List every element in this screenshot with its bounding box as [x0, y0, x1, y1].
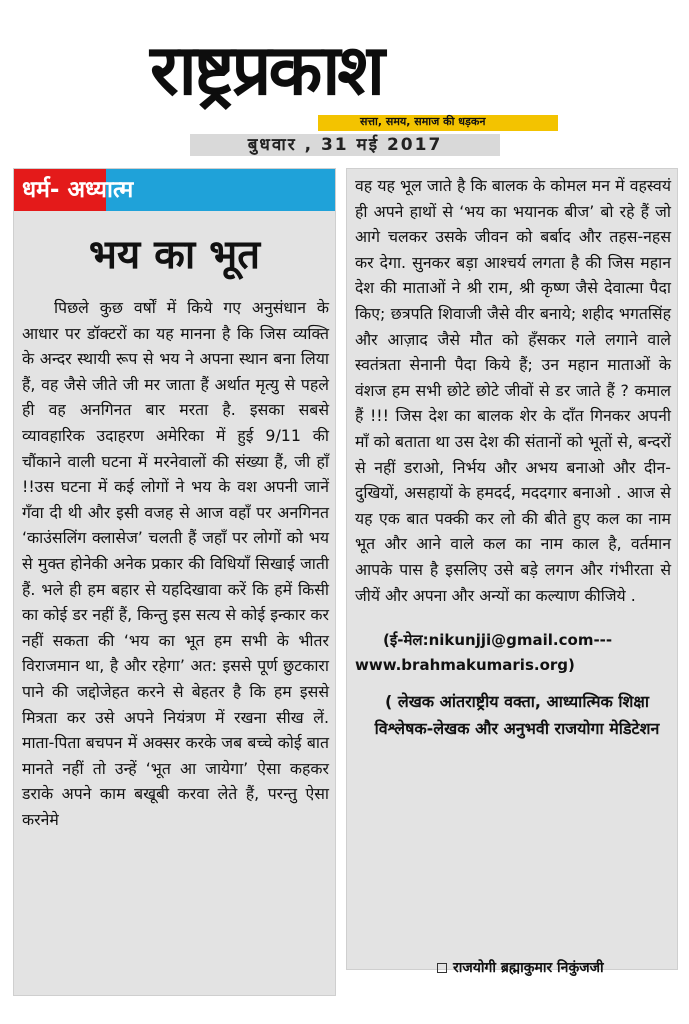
- tagline: सत्ता, समय, समाज की धड़कन: [360, 115, 486, 128]
- newspaper-logo: राष्ट्रप्रकाश: [150, 29, 382, 111]
- author-name: राजयोगी ब्रह्माकुमार निकुंजजी: [453, 960, 604, 976]
- dateline: बुधवार , 31 मई 2017: [190, 134, 500, 156]
- author-website: www.brahmakumaris.org): [355, 656, 575, 675]
- article-column-right: [346, 168, 678, 970]
- masthead: [0, 0, 689, 160]
- article-column-left: [13, 168, 336, 996]
- section-label-blue-block: [106, 169, 335, 211]
- section-label-adhyatm: - अध्यात्म: [49, 177, 134, 203]
- section-label-dharm: धर्म: [22, 177, 50, 203]
- article-body-right: वह यह भूल जाते है कि बालक के कोमल मन में वहस्वयं ही अपने हाथों से ‘भय का भयानक बीज’ बो रहे हैं जो आगे चलकर उसके जीवन को बर्बाद और तहस-नहस कर देगा. सुनकर बड़ा आश्चर्य लगता है की जिस महान देश की माताओं ने श्री राम, श्री कृष्ण जैसे देवात्मा पैदा किए; छत्रपति शिवाजी जैसे वीर बनाये; शहीद भगतसिंह और आज़ाद जैसे मौत को हँसकर गले लगाने वाले स्वतंत्रता सेनानी पैदा किये हैं; उन महान माताओं के वंशज हम सभी छोटे छोटे जीवों से डर जाते हैं ? कमाल हैं !!! जिस देश का बालक शेर के दाँत गिनकर अपनी माँ को बताता था उस देश की संतानों को भूतों से, बन्दरों से नहीं डराओ, निर्भय और अभय बनाओ और दीन-दुखियों, असहायों के हमदर्द, मददगार बनाओ . आज से यह एक बात पक्की कर लो की बीते हुए कल का नाम भूत और आने वाले कल का नाम काल है, वर्तमान आपके पास है इसलिए उसे बड़े लगन और गंभीरता से जीयें और अपना और अन्यों का कल्याण कीजिये .: [355, 176, 671, 605]
- square-bullet-icon: [437, 963, 447, 973]
- section-header: [14, 169, 335, 213]
- author-byline: [437, 958, 604, 977]
- article-body-left: पिछले कुछ वर्षों में किये गए अनुसंधान के आधार पर डॉक्टरों का यह मानना है कि जिस व्यक्ति के अन्दर स्थायी रूप से भय ने अपना स्थान बना लिया हैं, वह जैसे जीते जी मर जाता हैं अर्थात मृत्यु से पहले ही वह अनगिनत बार मरता है. इसका सबसे व्यावहारिक उदाहरण अमेरिका में हुई 9/11 की चौंकाने वाली घटना में मरनेवालों की संख्या हैं, जी हाँ !!उस घटना में कई लोगों ने भय के वश अपनी जानें गँवा दी थी और इसी वजह से आज वहाँ पर अनगिनत ‘काउंसलिंग क्लासेज’ चलती हैं जहाँ पर लोगों को भय से मुक्त होनेकी अनेक प्रकार की विधियाँ सिखाई जाती हैं. भले ही हम बहार से यहदिखावा करें कि हमें किसी का कोई डर नहीं हैं, किन्तु इस सत्य से कोई इन्कार कर नहीं सकता की ‘भय का भूत हम सभी के भीतर विराजमान था, है और रहेगा’ अत: इससे पूर्ण छुटकारा पाने की जद्दोजेहत करने से बेहतर है कि हम इससे मित्रता कर उसे अपने नियंत्रण में रखना सीख लें. माता-पिता बचपन में अक्सर करके जब बच्चे कोई बात मानते नहीं तो उन्हें ‘भूत आ जायेगा’ ऐसा कहकर डराके अपने काम बखूबी करवा लेते हैं, परन्तु ऐसा करनेमे: [22, 298, 329, 829]
- article-headline: भय का भूत: [88, 232, 261, 278]
- section-label: [22, 169, 133, 211]
- author-email: (ई-मेल:nikunjji@gmail.com---: [383, 631, 613, 650]
- author-description: ( लेखक आंतराष्ट्रीय वक्ता, आध्यात्मिक शिक्षा विश्लेषक-लेखक और अनुभवी राजयोगा मेडिटेशन: [374, 692, 660, 739]
